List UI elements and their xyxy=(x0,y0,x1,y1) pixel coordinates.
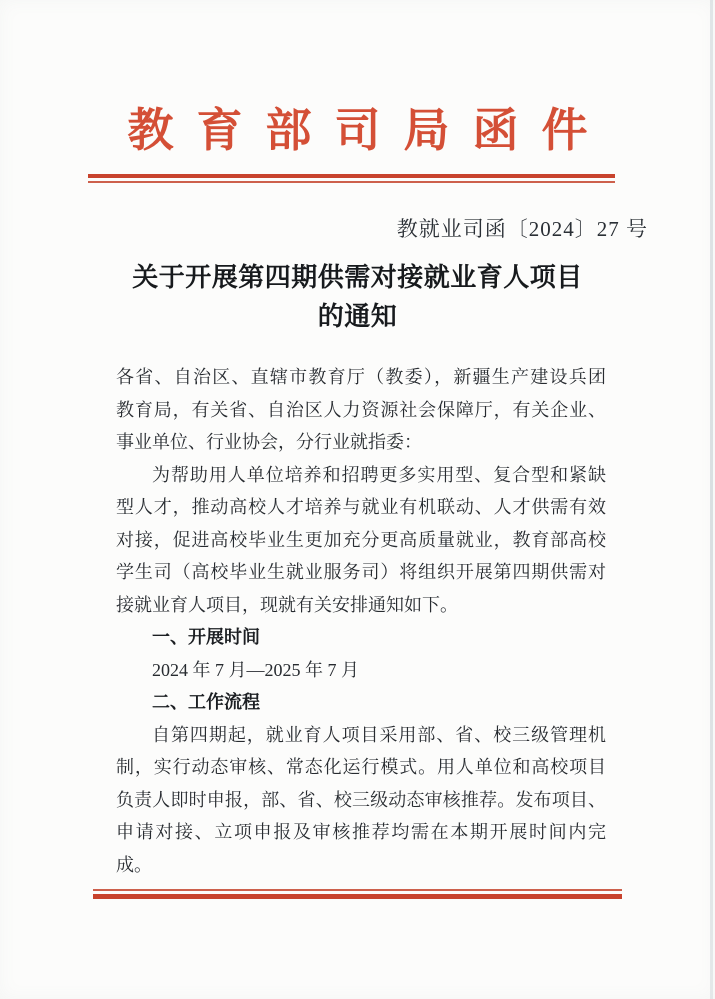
body-line-paragraph: 申请对接、立项申报及审核推荐均需在本期开展时间内完 xyxy=(116,822,606,842)
body-line-salutation: 各省、自治区、直辖市教育厅（教委），新疆生产建设兵团 xyxy=(116,367,606,387)
body-line-paragraph: 学生司（高校毕业生就业服务司）将组织开展第四期供需对 xyxy=(116,562,606,582)
notice-title-line2: 的通知 xyxy=(317,302,398,331)
red-divider-top xyxy=(88,174,615,183)
letterhead-title: 教育部司局函件 xyxy=(127,105,611,156)
red-divider-bottom-thick-bar xyxy=(93,894,622,899)
body-line-paragraph: 制，实行动态审核、常态化运行模式。用人单位和高校项目 xyxy=(116,757,606,777)
red-divider-top-thin-bar xyxy=(88,181,615,183)
body-line-paragraph: 负责人即时申报，部、省、校三级动态审核推荐。发布项目、 xyxy=(116,789,606,810)
document-body xyxy=(116,361,606,881)
body-line-paragraph: 型人才，推动高校人才培养与就业有机联动、人才供需有效 xyxy=(116,497,606,517)
body-line-paragraph: 接就业育人项目，现就有关安排通知如下。 xyxy=(116,594,458,615)
document-number: 教就业司函〔2024〕27 号 xyxy=(396,217,648,241)
body-line-salutation: 事业单位、行业协会，分行业就指委： xyxy=(116,432,422,452)
red-divider-bottom xyxy=(93,889,622,899)
body-line-paragraph: 成。 xyxy=(116,854,152,875)
section-heading-1: 一、开展时间 xyxy=(152,627,260,647)
body-line-paragraph: 为帮助用人单位培养和招聘更多实用型、复合型和紧缺 xyxy=(152,464,606,485)
notice-title xyxy=(0,258,715,336)
body-line-date-range: 2024 年 7 月—2025 年 7 月 xyxy=(152,659,359,680)
body-line-paragraph: 自第四期起，就业育人项目采用部、省、校三级管理机 xyxy=(152,724,606,745)
section-heading-2: 二、工作流程 xyxy=(152,692,260,712)
body-line-salutation: 教育局，有关省、自治区人力资源社会保障厅，有关企业、 xyxy=(116,399,606,420)
body-line-paragraph: 对接，促进高校毕业生更加充分更高质量就业，教育部高校 xyxy=(116,529,606,550)
notice-title-line1: 关于开展第四期供需对接就业育人项目 xyxy=(132,263,583,292)
scanned-page-right-edge xyxy=(710,0,713,999)
